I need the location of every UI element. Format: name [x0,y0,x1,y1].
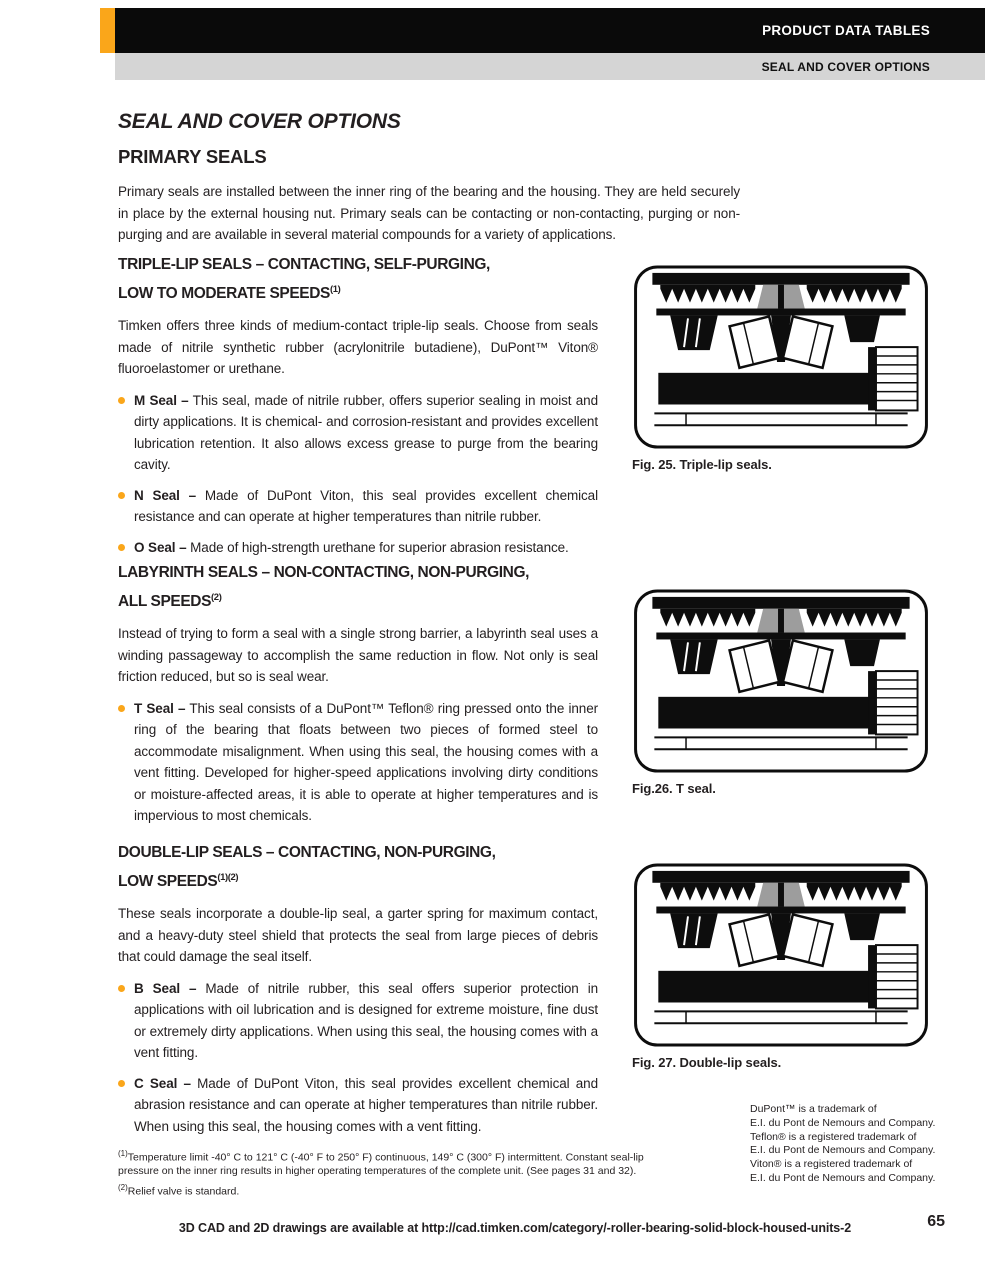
bullet-item-b-seal [118,978,598,1064]
bullet-text: Made of high-strength urethane for superior abrasion resistance. [186,539,569,555]
footnote-marker: (1) [329,284,341,295]
bullet-dot-icon [118,544,125,551]
bullet-text: This seal consists of a DuPont™ Teflon® ring pressed onto the inner ring of the bearing that floats between two pieces of formed steel to accommodate misalignment. When using this seal, the housing comes with a vent fitting. Developed for higher-speed applications involving dirty conditions or moisture-affected areas, it is able to operate at higher temperatures and is impervious to most chemicals. [134,700,598,824]
header-bar-title: PRODUCT DATA TABLES [762,23,930,38]
section-heading-line2: LOW TO MODERATE SPEEDS [118,285,330,303]
trademark-line: Teflon® is a registered trademark of [750,1130,917,1143]
section-labyrinth-seals [118,560,598,836]
bullet-list [118,698,598,827]
bullet-term: C Seal – [134,1075,191,1091]
page-title: SEAL AND COVER OPTIONS [118,110,401,133]
section-heading-line1: LABYRINTH SEALS – NON-CONTACTING, NON-PURGING, [118,564,530,581]
page-subtitle: PRIMARY SEALS [118,146,267,167]
bearing-cross-section-diagram [632,588,930,774]
bullet-term: B Seal – [134,980,197,996]
bullet-term: N Seal – [134,487,197,503]
footnotes [118,1147,673,1201]
section-body: Instead of trying to form a seal with a single strong barrier, a labyrinth seal uses a winding passageway to accomplish the same reduction in flow. Not only is seal friction reduced, but so is seal wear. [118,626,598,685]
figure-triple-lip-seals [632,264,930,472]
trademark-line: E.I. du Pont de Nemours and Company. [750,1171,936,1184]
page-number: 65 [927,1213,945,1230]
section-heading-line2: ALL SPEEDS [118,593,212,611]
figure-caption: Fig.26. T seal. [632,781,716,796]
bullet-text: Made of DuPont Viton, this seal provides excellent chemical and abrasion resistance and can operate at higher temperatures than nitrile rubber. When using this seal, the housing comes with a vent fitting. [134,1075,598,1134]
figure-t-seal [632,588,930,796]
bullet-item-c-seal [118,1073,598,1138]
bullet-term: T Seal – [134,700,186,716]
bullet-dot-icon [118,492,125,499]
bullet-dot-icon [118,705,125,712]
bullet-item-n-seal [118,485,598,528]
footnote-text: Relief valve is standard. [127,1185,240,1197]
bearing-cross-section-diagram [632,264,930,450]
section-heading-line2: LOW SPEEDS [118,873,218,891]
footnote-marker: (2) [211,592,222,603]
footnote-marker: (1) [118,1149,128,1158]
figure-caption: Fig. 25. Triple-lip seals. [632,457,772,472]
footnote-marker: (1)(2) [217,872,239,883]
section-body: These seals incorporate a double-lip seal, a garter spring for maximum contact, and a heavy-duty steel shield that protects the seal from large pieces of debris that could damage the seal itself. [118,906,598,965]
bullet-dot-icon [118,1080,125,1087]
section-heading-line1: TRIPLE-LIP SEALS – CONTACTING, SELF-PURGING, [118,256,490,273]
figure-caption: Fig. 27. Double-lip seals. [632,1055,782,1070]
section-heading [118,252,598,306]
bullet-term: M Seal – [134,392,189,408]
bullet-dot-icon [118,397,125,404]
footnote-text: Temperature limit -40° C to 121° C (-40° F to 250° F) continuous, 149° C (300° F) intermittent. Constant seal-lip pressure on the inner ring results in higher operating temperatures of the complete unit. (See pages 31 and 32). [118,1151,644,1177]
section-double-lip-seals [118,840,598,1146]
bullet-item-o-seal [118,537,598,559]
footer-note: 3D CAD and 2D drawings are available at http://cad.timken.com/category/-roller-bearing-solid-block-housed-units-2 [178,1221,852,1235]
bullet-item-m-seal [118,390,598,476]
section-heading-line1: DOUBLE-LIP SEALS – CONTACTING, NON-PURGING, [118,844,496,861]
bullet-term: O Seal – [134,539,187,555]
header-bar [115,8,985,53]
bearing-cross-section-diagram [632,862,930,1048]
bullet-text: Made of nitrile rubber, this seal offers superior protection in applications with oil lubrication and is designed for extreme moisture, fine dust or extremely dirty applications. When using this seal, the housing comes with a vent fitting. [134,980,598,1061]
footnote-1 [118,1147,673,1179]
intro-paragraph: Primary seals are installed between the inner ring of the bearing and the housing. They are held securely in place by the external housing nut. Primary seals can be contacting or non-contacting, purging or non-purging and are available in several material compounds for a variety of applications. [118,184,740,242]
bullet-dot-icon [118,985,125,992]
footnote-2 [118,1181,673,1199]
section-body: Timken offers three kinds of medium-contact triple-lip seals. Choose from seals made of nitrile synthetic rubber (acrylonitrile butadiene), DuPont™ Viton® fluoroelastomer or urethane. [118,318,598,377]
section-heading [118,560,598,614]
trademark-line: DuPont™ is a trademark of [750,1103,877,1115]
footnote-marker: (2) [118,1182,128,1192]
bullet-item-t-seal [118,698,598,827]
subheader-bar-title: SEAL AND COVER OPTIONS [761,59,930,74]
bullet-text: This seal, made of nitrile rubber, offers superior sealing in moist and dirty applications. It is chemical- and corrosion-resistant and provides excellent lubrication retention. It also allows excess grease to purge from the bearing cavity. [134,392,598,473]
trademark-line: E.I. du Pont de Nemours and Company. [750,1144,936,1157]
section-triple-lip-seals [118,252,598,567]
bullet-list [118,978,598,1138]
bullet-text: Made of DuPont Viton, this seal provides excellent chemical resistance and can operate at higher temperatures than nitrile rubber. [134,487,598,525]
brand-accent-tab [100,8,115,53]
trademark-notes [750,1103,985,1186]
trademark-line: E.I. du Pont de Nemours and Company. [750,1116,936,1129]
bullet-list [118,390,598,559]
section-heading [118,840,598,894]
trademark-line: Viton® is a registered trademark of [750,1158,913,1171]
figure-double-lip-seals [632,862,930,1070]
subheader-bar [115,53,985,80]
